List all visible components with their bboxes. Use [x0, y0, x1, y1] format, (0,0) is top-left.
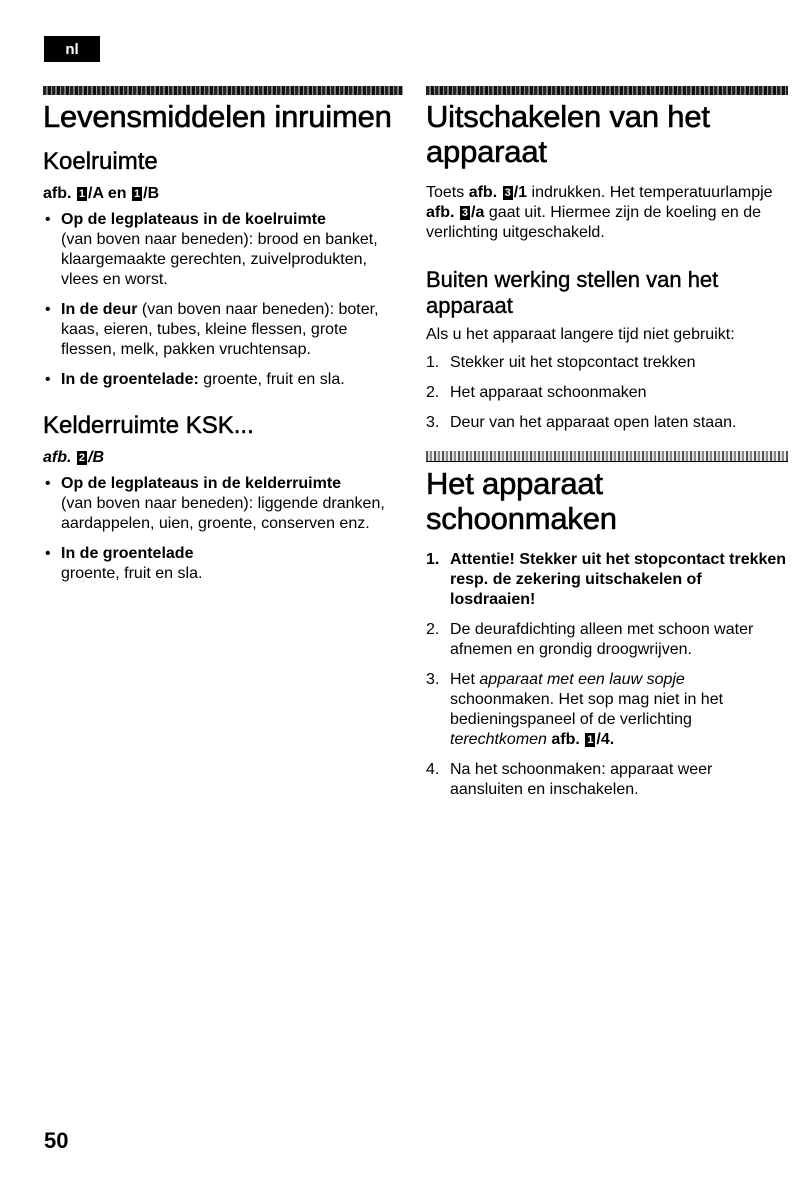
schoonmaken-steps	[426, 550, 788, 800]
section-title-inruimen: Levensmiddelen inruimen	[43, 99, 392, 134]
list-item: • In de groentelade groente, fruit en sla.	[43, 544, 403, 584]
list-item: • Op de legplateaus in de koelruimte (van boven naar beneden): brood en banket, klaargemaakte gerechten, zuivelprodukten, vlees en worst.	[43, 210, 403, 290]
list-item: 2. De deurafdichting alleen met schoon water afnemen en grondig droogwrijven.	[426, 621, 754, 658]
buiten-steps	[426, 353, 788, 433]
list-item: 4. Na het schoonmaken: apparaat weer aansluiten en inschakelen.	[426, 761, 713, 798]
section-title-schoonmaken: Het apparaat schoonmaken	[426, 466, 617, 536]
section-rule	[43, 86, 403, 95]
kelderruimte-list	[43, 474, 403, 584]
figure-number-badge: 1	[78, 188, 86, 200]
heading-kelderruimte: Kelderruimte KSK...	[43, 412, 254, 439]
list-item: • In de deur (van boven naar beneden): boter, kaas, eieren, tubes, kleine flessen, grote flessen, melk, pakken vruchtensap.	[43, 300, 403, 360]
right-column	[426, 86, 788, 810]
list-item: 3. Het apparaat met een lauw sopje schoonmaken. Het sop mag niet in het bedieningspaneel of de verlichting terechtkomen afb. 1 /4.	[426, 671, 724, 748]
heading-buiten-werking: Buiten werking stellen van het apparaat	[426, 267, 719, 318]
list-item: 1. Stekker uit het stopcontact trekken	[426, 354, 696, 371]
figure-number-badge: 3	[461, 207, 469, 219]
figure-number-badge: 1	[134, 188, 141, 200]
heading-koelruimte: Koelruimte	[43, 148, 158, 175]
list-item: • In de groentelade: groente, fruit en sla.	[43, 370, 403, 390]
uitschakelen-paragraph: Toets afb. 3 /1 indrukken. Het temperatuurlampje afb. 3 /a gaat uit. Hiermee zijn de koeling en de verlichting uitgeschakeld.	[426, 184, 773, 241]
buiten-intro: Als u het apparaat langere tijd niet gebruikt:	[426, 326, 735, 343]
list-item: 3. Deur van het apparaat open laten staan.	[426, 414, 737, 431]
language-tag: nl	[44, 36, 100, 62]
list-item: 2. Het apparaat schoonmaken	[426, 384, 647, 401]
figure-number-badge: 2	[78, 452, 86, 464]
page-number: 50	[44, 1128, 69, 1153]
section-title-uitschakelen: Uitschakelen van het apparaat	[426, 99, 710, 169]
list-item: • Op de legplateaus in de kelderruimte (van boven naar beneden): liggende dranken, aardappelen, uien, groente, conserven enz.	[43, 474, 403, 534]
figure-number-badge: 3	[504, 187, 511, 199]
figure-reference-kelder: afb. 2 /B	[43, 449, 105, 466]
list-item: 1. Attentie! Stekker uit het stopcontact trekken resp. de zekering uitschakelen of losdraaien!	[426, 551, 787, 608]
figure-number-badge: 1	[587, 734, 594, 746]
figure-reference-koel: afb. 1 /A en 1 /B	[43, 185, 160, 202]
left-column	[43, 86, 403, 594]
koelruimte-list	[43, 210, 403, 390]
section-rule	[426, 451, 788, 462]
section-rule	[426, 86, 788, 95]
